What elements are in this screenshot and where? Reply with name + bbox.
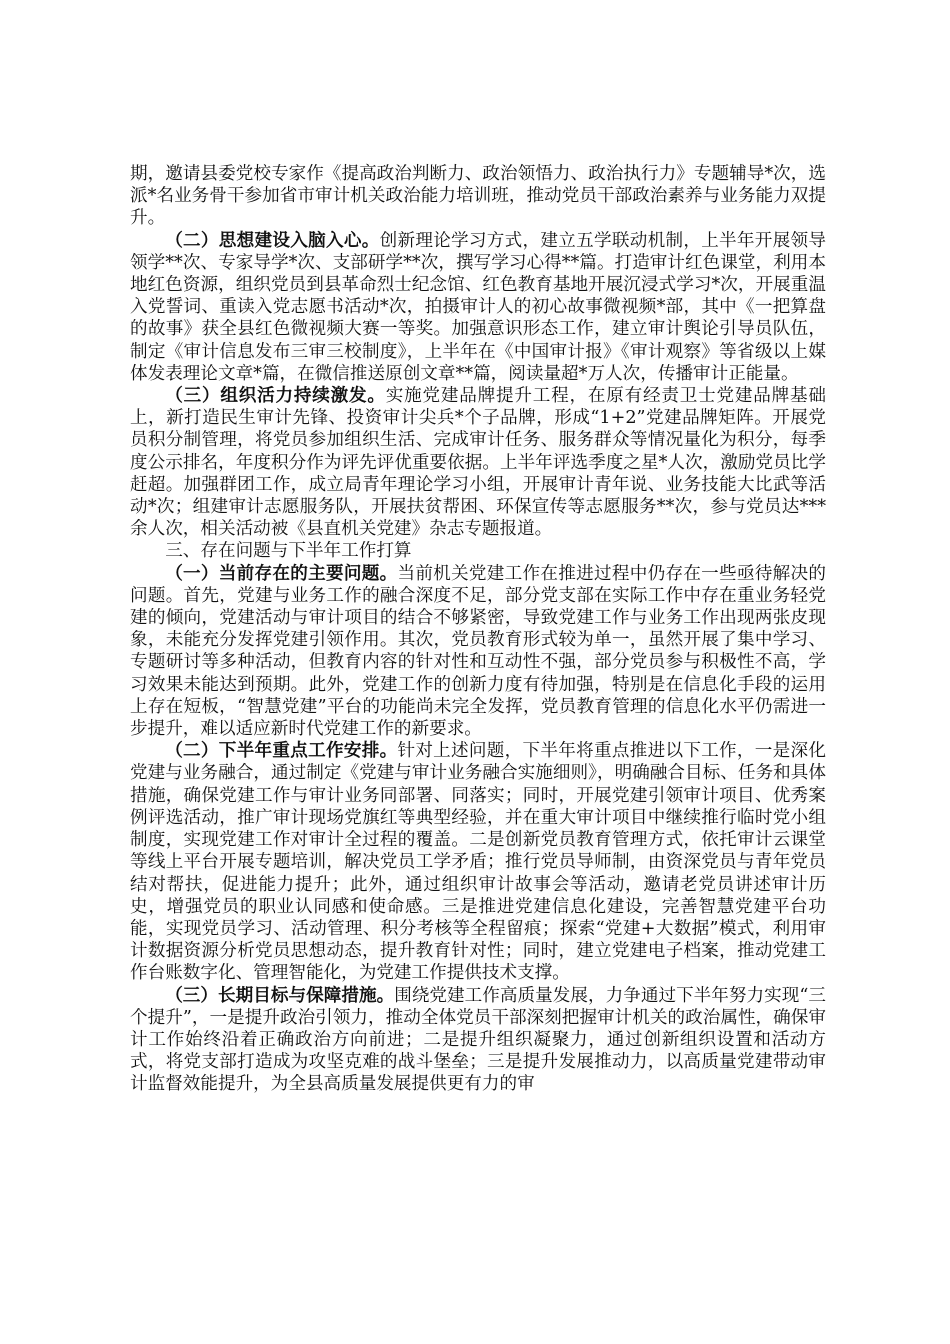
paragraph-heading: （二）下半年重点工作安排。 (165, 740, 398, 762)
paragraph-goals (130, 985, 826, 1096)
paragraph-heading: （一）当前存在的主要问题。 (165, 562, 398, 584)
paragraph-text: 围绕党建工作高质量发展，力争通过下半年努力实现“三个提升”，一是提升政治引领力，推动全体党员干部深刻把握审计机关的政治属性，确保审计工作始终沿着正确政治方向前进；二是提升组织凝聚力，通过创新组织设置和活动方式，将党支部打造成为攻坚克难的战斗堡垒；三是提升发展推动力，以高质量党建带动审计监督效能提升，为全县高质量发展提供更有力的审 (130, 985, 826, 1095)
paragraph-heading: （二）思想建设入脑入心。 (165, 229, 380, 251)
paragraph-text: 创新理论学习方式，建立五学联动机制，上半年开展领导领学**次、专家导学*次、支部研学**次，撰写学习心得**篇。打造审计红色课堂，利用本地红色资源，组织党员到县革命烈士纪念馆、红色教育基地开展沉浸式学习*次，开展重温入党誓词、重读入党志愿书活动*次，拍摄审计人的初心故事微视频*部，其中《一把算盘的故事》获全县红色微视频大赛一等奖。加强意识形态工作，建立审计舆论引导员队伍，制定《审计信息发布三审三校制度》，上半年在《中国审计报》《审计观察》等省级以上媒体发表理论文章*篇，在微信推送原创文章**篇，阅读量超*万人次，传播审计正能量。 (130, 230, 826, 384)
paragraph-heading: （三）长期目标与保障措施。 (165, 984, 395, 1006)
section-title: 三、存在问题与下半年工作打算 (165, 541, 412, 562)
paragraph-text: 针对上述问题，下半年将重点推进以下工作，一是深化党建与业务融合，通过制定《党建与审计业务融合实施细则》，明确融合目标、任务和具体措施，确保党建工作与审计业务同部署、同落实；同时，开展党建引领审计项目、优秀案例评选活动，推广审计现场党旗红等典型经验，并在重大审计项目中继续推行临时党小组制度，实现党建工作对审计全过程的覆盖。二是创新党员教育管理方式，依托审计云课堂等线上平台开展专题培训，解决党员工学矛盾；推行党员导师制，由资深党员与青年党员结对帮扶，促进能力提升；此外，通过组织审计故事会等活动，邀请老党员讲述审计历史，增强党员的职业认同感和使命感。三是推进党建信息化建设，完善智慧党建平台功能，实现党员学习、活动管理、积分考核等全程留痕；探索“党建+大数据”模式，利用审计数据资源分析党员思想动态，提升教育针对性；同时，建立党建电子档案，推动党建工作台账数字化、管理智能化，为党建工作提供技术支撑。 (130, 741, 826, 984)
paragraph-ideology (130, 230, 826, 385)
paragraph-text: 期，邀请县委党校专家作《提高政治判断力、政治领悟力、政治执行力》专题辅导*次，选派*名业务骨干参加省市审计机关政治能力培训班，推动党员干部政治素养与业务能力双提升。 (130, 164, 826, 229)
paragraph-plans (130, 740, 826, 984)
paragraph-continued (130, 163, 826, 230)
paragraph-text: 当前机关党建工作在推进过程中仍存在一些亟待解决的问题。首先，党建与业务工作的融合深度不足，部分党支部在实际工作中存在重业务轻党建的倾向，党建活动与审计项目的结合不够紧密，导致党建工作与业务工作出现两张皮现象，未能充分发挥党建引领作用。其次，党员教育形式较为单一，虽然开展了集中学习、专题研讨等多种活动，但教育内容的针对性和互动性不强，部分党员参与积极性不高，学习效果未能达到预期。此外，党建工作的创新力度有待加强，特别是在信息化手段的运用上存在短板，“智慧党建”平台的功能尚未完全发挥，党员教育管理的信息化水平仍需进一步提升，难以适应新时代党建工作的新要求。 (130, 563, 826, 740)
paragraph-organization (130, 385, 826, 540)
section-heading (130, 540, 826, 562)
document-page (130, 163, 826, 1096)
paragraph-heading: （三）组织活力持续激发。 (165, 385, 386, 407)
paragraph-problems (130, 563, 826, 741)
paragraph-text: 实施党建品牌提升工程，在原有经责卫士党建品牌基础上，新打造民生审计先锋、投资审计尖兵*个子品牌，形成“1+2”党建品牌矩阵。开展党员积分制管理，将党员参加组织生活、完成审计任务、服务群众等情况量化为积分，每季度公示排名，年度积分作为评先评优重要依据。上半年评选季度之星*人次，激励党员比学赶超。加强群团工作，成立局青年理论学习小组，开展审计青年说、业务技能大比武等活动*次；组建审计志愿服务队，开展扶贫帮困、环保宣传等志愿服务**次，参与党员达***余人次，相关活动被《县直机关党建》杂志专题报道。 (130, 386, 826, 540)
